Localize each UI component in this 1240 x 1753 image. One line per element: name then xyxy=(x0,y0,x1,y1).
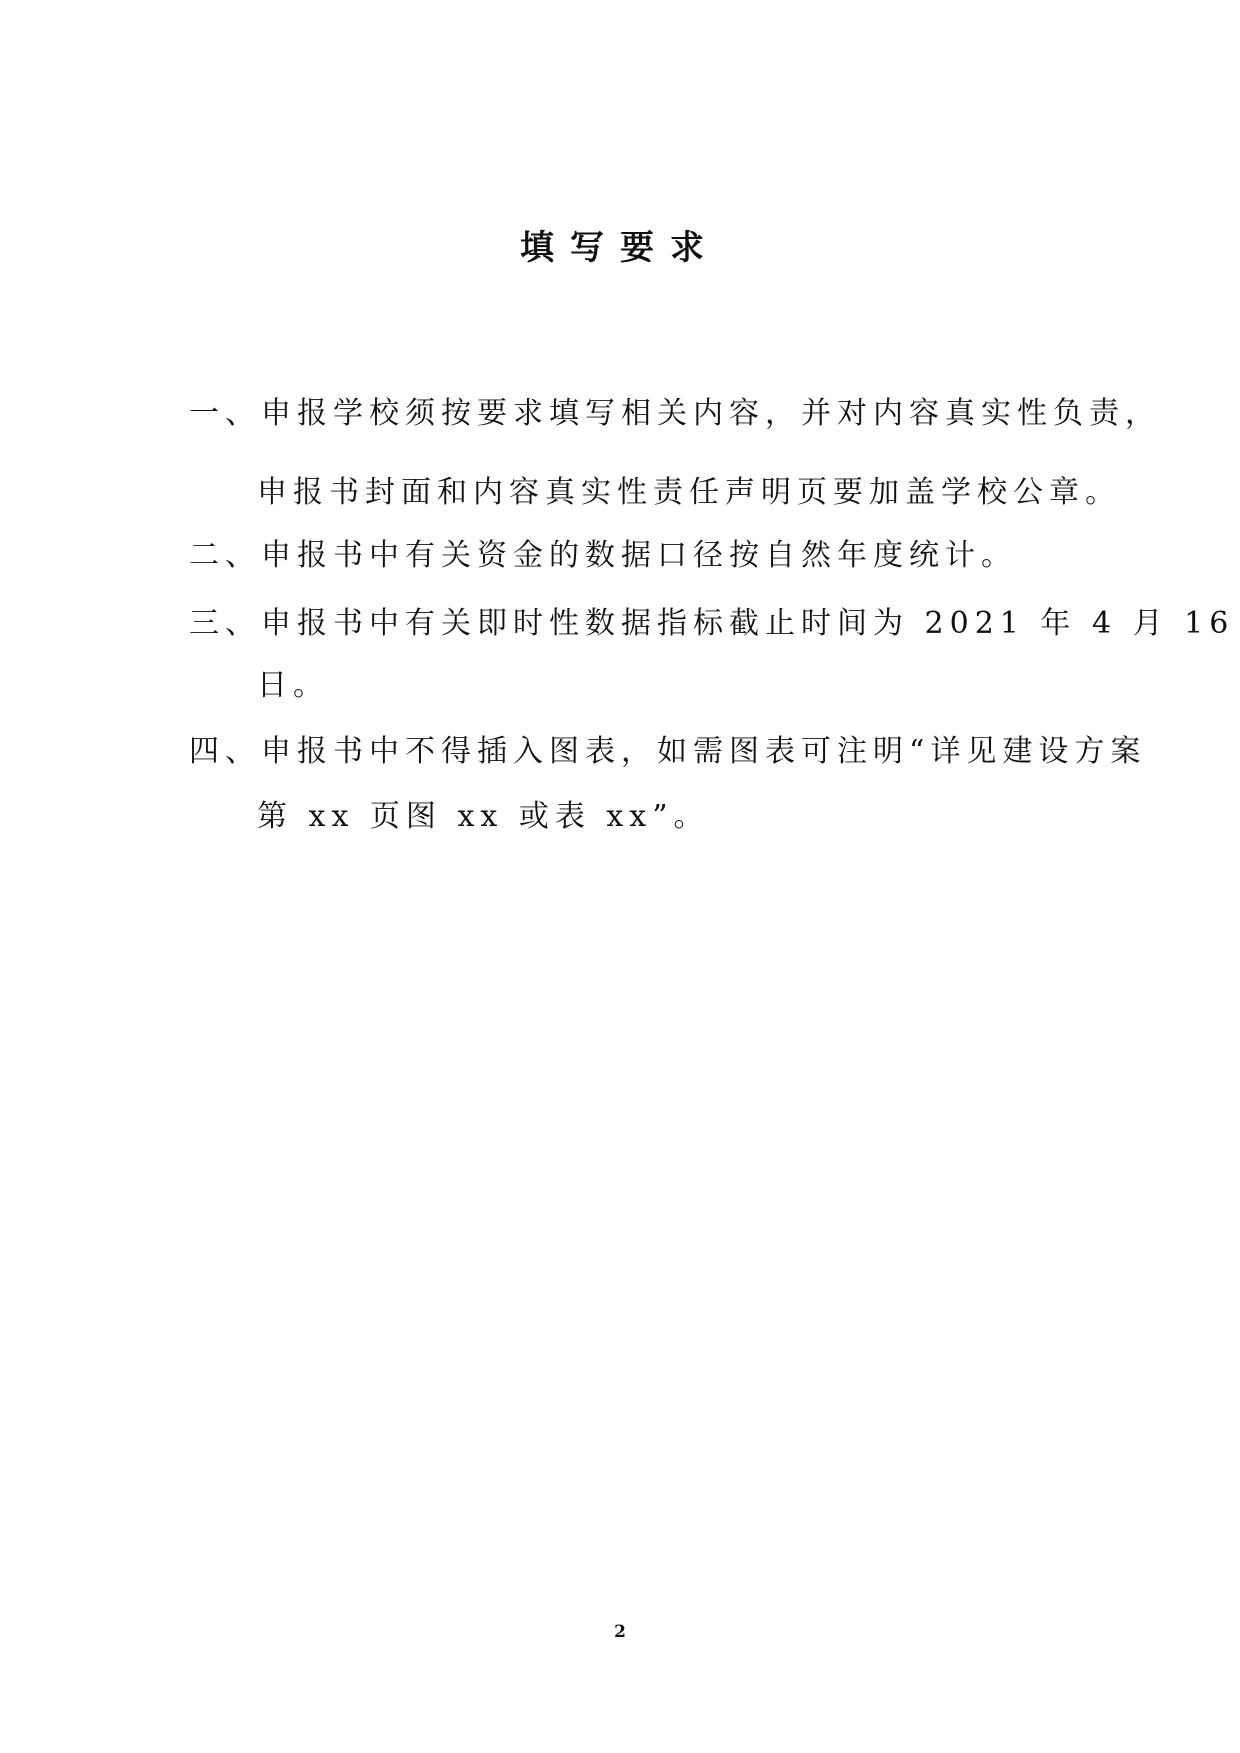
requirement-line-4-continued: 第 xx 页图 xx 或表 xx”。 xyxy=(257,799,710,834)
requirement-line-3-continued: 日。 xyxy=(257,668,329,703)
requirement-line-2: 二、申报书中有关资金的数据口径按自然年度统计。 xyxy=(189,538,1017,573)
page-title: 填写要求 xyxy=(520,228,720,268)
page-number: 2 xyxy=(614,1622,626,1642)
requirement-line-1-continued: 申报书封面和内容真实性责任声明页要加盖学校公章。 xyxy=(257,475,1121,510)
requirement-line-4: 四、申报书中不得插入图表，如需图表可注明“详见建设方案 xyxy=(189,734,1147,769)
requirement-line-1: 一、申报学校须按要求填写相关内容，并对内容真实性负责， xyxy=(189,396,1161,431)
requirement-line-3: 三、申报书中有关即时性数据指标截止时间为 2021 年 4 月 16 xyxy=(189,606,1235,641)
